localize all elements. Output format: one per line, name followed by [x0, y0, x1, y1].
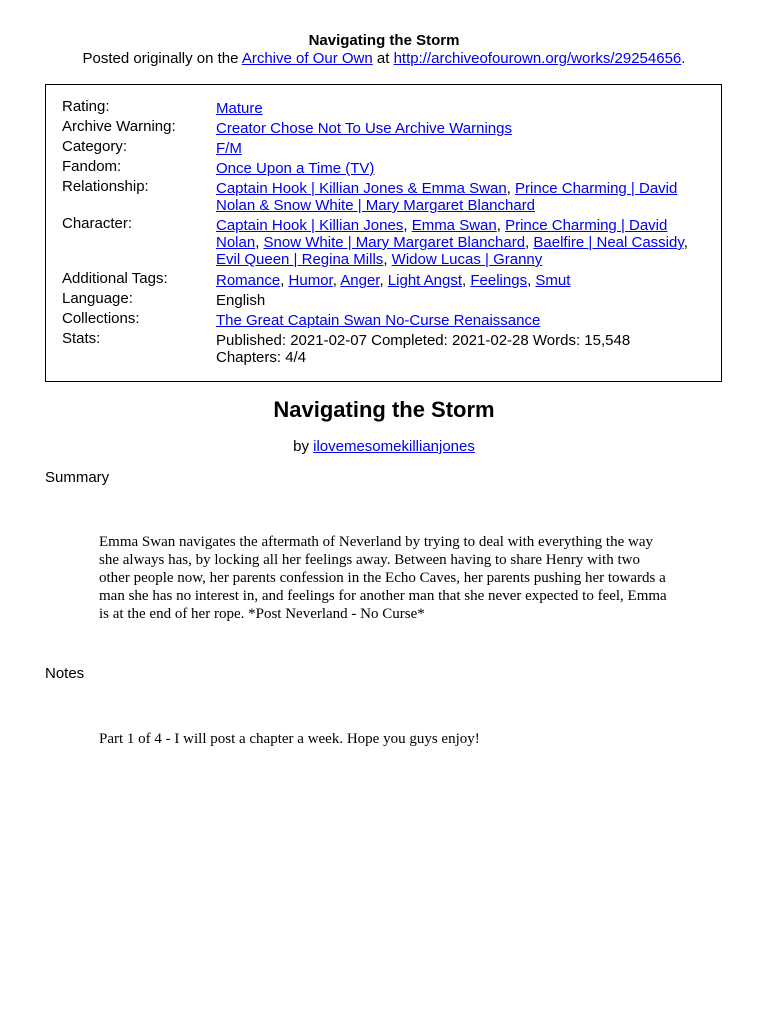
posted-line	[0, 50, 768, 67]
character-link[interactable]: Snow White | Mary Margaret Blanchard	[263, 234, 526, 251]
metadata-box: Rating: Mature Archive Warning: Creator Chose Not To Use Archive Warnings Category: F/M Fandom: Once Upon a Time (TV) Relationship: Captain Hook | Killian Jones & Emma Swan, Prince Charming | David Nolan & Snow White | Mary Margaret Blanchard Character: Captain Hook | Killian Jones, Emma Swan, Prince Charming | David Nolan, Snow White | Mary Margaret Blanchard, Baelfire | Neal Cassidy, Evil Queen | Regina Mills, Widow Lucas | Granny Additional Tags: Romance, Humor, Anger, Light Angst, Feelings, Smut Language: English Collections: The Great Captain Swan No-Curse Renaissance Stats: Published: 2021-02-07 Completed: 2021-02-28 Words: 15,548 Chapters: 4/4	[45, 84, 722, 382]
character-link[interactable]: Evil Queen | Regina Mills	[216, 251, 384, 268]
collection-link[interactable]: The Great Captain Swan No-Curse Renaissance	[216, 312, 541, 329]
rating-link[interactable]: Mature	[216, 100, 263, 117]
relationship-link[interactable]: Captain Hook | Killian Jones & Emma Swan	[216, 180, 507, 197]
category-label: Category:	[62, 138, 128, 155]
character-link[interactable]: Captain Hook | Killian Jones	[216, 217, 404, 234]
work-title: Navigating the Storm	[273, 397, 495, 422]
notes-heading: Notes	[45, 665, 85, 682]
tag-link[interactable]: Smut	[535, 272, 571, 289]
tag-link[interactable]: Light Angst	[387, 272, 463, 289]
summary-text: Emma Swan navigates the aftermath of Neverland by trying to deal with everything the way she always has, by locking all her feelings away. Between having to share Henry with two other people now, her parents confession in the Echo Caves, her parents pushing her towards a man she has no interest in, and feelings for another man that she never expected to feel, Emma is at the end of her rope. *Post Neverland - No Curse*	[99, 534, 667, 622]
tag-link[interactable]: Feelings	[470, 272, 528, 289]
category-link[interactable]: F/M	[216, 140, 242, 157]
stats-line-2: Chapters: 4/4	[216, 349, 307, 366]
fandom-label: Fandom:	[62, 158, 122, 175]
language-value: English	[216, 292, 266, 309]
stats-label: Stats:	[62, 330, 101, 347]
by-text: by	[293, 438, 309, 455]
notes-text: Part 1 of 4 - I will post a chapter a week. Hope you guys enjoy!	[99, 731, 480, 747]
character-link[interactable]: Widow Lucas | Granny	[391, 251, 543, 268]
collections-label: Collections:	[62, 310, 140, 327]
summary-heading: Summary	[45, 469, 110, 486]
relationship-label: Relationship:	[62, 178, 149, 195]
character-link[interactable]: Prince Charming | David Nolan	[216, 217, 668, 251]
warning-label: Archive Warning:	[62, 118, 176, 135]
tag-link[interactable]: Anger	[340, 272, 380, 289]
archive-link[interactable]: Archive of Our Own	[241, 50, 373, 67]
byline	[0, 438, 768, 455]
document-header-title: Navigating the Storm	[308, 32, 460, 49]
work-url-link[interactable]: http://archiveofourown.org/works/29254656	[393, 50, 682, 67]
tag-link[interactable]: Humor	[288, 272, 333, 289]
rating-label: Rating:	[62, 98, 110, 115]
character-label: Character:	[62, 215, 133, 232]
warning-link[interactable]: Creator Chose Not To Use Archive Warnings	[216, 120, 512, 137]
period: .	[681, 50, 686, 67]
tags-label: Additional Tags:	[62, 270, 168, 287]
author-link[interactable]: ilovemesomekillianjones	[313, 438, 475, 455]
tag-link[interactable]: Romance	[216, 272, 281, 289]
character-link[interactable]: Baelfire | Neal Cassidy	[533, 234, 684, 251]
character-link[interactable]: Emma Swan	[411, 217, 497, 234]
stats-line-1: Published: 2021-02-07 Completed: 2021-02-28 Words: 15,548	[216, 332, 631, 349]
relationship-link[interactable]: Prince Charming | David Nolan & Snow White | Mary Margaret Blanchard	[216, 180, 678, 214]
language-label: Language:	[62, 290, 133, 307]
posted-prefix: Posted originally on the	[82, 50, 239, 67]
at-text: at	[376, 50, 390, 67]
fandom-link[interactable]: Once Upon a Time (TV)	[216, 160, 375, 177]
